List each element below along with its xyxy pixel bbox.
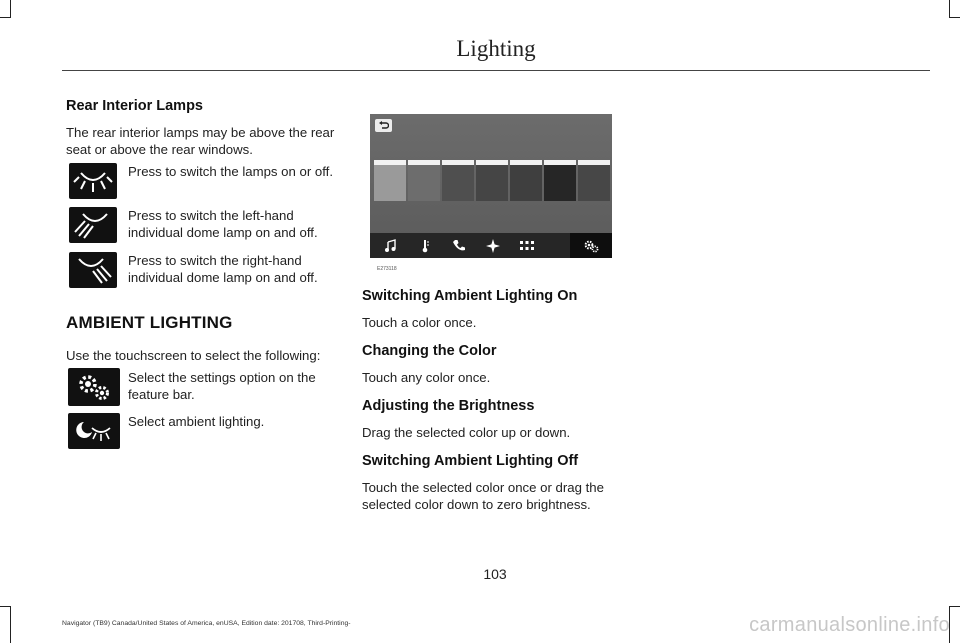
instruction-4-heading: Switching Ambient Lighting Off xyxy=(362,453,579,469)
watermark: carmanualsonline.info xyxy=(749,614,950,636)
color-swatch[interactable] xyxy=(442,160,474,201)
back-arrow-icon xyxy=(375,119,392,132)
page-number: 103 xyxy=(483,566,507,582)
ambient-item-1-text: Select the settings option on the feature bar. xyxy=(128,370,316,402)
music-icon xyxy=(374,233,408,258)
rear-lamps-intro: The rear interior lamps may be above the rear seat or above the rear windows. xyxy=(66,125,335,157)
instruction-3-heading: Adjusting the Brightness xyxy=(362,398,535,414)
settings-gears-icon xyxy=(68,368,120,406)
navigation-icon xyxy=(476,233,510,258)
rear-lamp-item-1-text: Press to switch the lamps on or off. xyxy=(128,164,333,179)
color-swatch[interactable] xyxy=(408,160,440,201)
feature-bar xyxy=(370,233,612,258)
crop-mark-top-right-h xyxy=(949,17,960,18)
left-dome-lamp-icon xyxy=(69,207,117,243)
rear-lamps-heading: Rear Interior Lamps xyxy=(66,98,203,114)
instruction-3-text: Drag the selected color up or down. xyxy=(362,425,571,440)
ambient-lighting-intro: Use the touchscreen to select the following: xyxy=(66,348,321,363)
ambient-lighting-heading: AMBIENT LIGHTING xyxy=(66,313,233,332)
climate-icon xyxy=(408,233,442,258)
instruction-1-text: Touch a color once. xyxy=(362,315,477,330)
instruction-2-text: Touch any color once. xyxy=(362,370,491,385)
instruction-2-heading: Changing the Color xyxy=(362,343,497,359)
instruction-1-heading: Switching Ambient Lighting On xyxy=(362,288,578,304)
apps-icon xyxy=(510,233,544,258)
figure-code: E273118 xyxy=(377,266,397,272)
crop-mark-top-left-v xyxy=(10,0,11,18)
swatch-brightness-cap xyxy=(578,160,610,165)
crop-mark-top-left-h xyxy=(0,17,11,18)
color-swatch[interactable] xyxy=(544,160,576,201)
right-dome-lamp-icon xyxy=(69,252,117,288)
swatch-brightness-cap xyxy=(408,160,440,165)
rear-lamp-item-2-text: Press to switch the left-hand individual dome lamp on and off. xyxy=(128,208,318,240)
crop-mark-top-right-v xyxy=(949,0,950,18)
settings-gears-icon xyxy=(570,233,612,258)
color-swatch[interactable] xyxy=(578,160,610,201)
swatch-brightness-cap xyxy=(476,160,508,165)
footer-edition-text: Navigator (TB9) Canada/United States of America, enUSA, Edition date: 201708, Third-Printing- xyxy=(62,620,351,627)
rear-lamp-item-3-text: Press to switch the right-hand individual dome lamp on and off. xyxy=(128,253,318,285)
ambient-lighting-icon xyxy=(68,413,120,449)
swatch-brightness-cap xyxy=(544,160,576,165)
crop-mark-bottom-left-h xyxy=(0,606,11,607)
swatch-brightness-cap xyxy=(442,160,474,165)
swatch-brightness-cap xyxy=(374,160,406,165)
phone-icon xyxy=(442,233,476,258)
color-swatch[interactable] xyxy=(476,160,508,201)
page-header-title: Lighting xyxy=(456,36,536,61)
swatch-brightness-cap xyxy=(510,160,542,165)
dome-lamp-icon xyxy=(69,163,117,199)
color-swatch[interactable] xyxy=(374,160,406,201)
header-divider xyxy=(62,70,930,71)
ambient-item-2-text: Select ambient lighting. xyxy=(128,414,265,429)
instruction-4-text: Touch the selected color once or drag the selected color down to zero brightness. xyxy=(362,480,604,512)
ambient-lighting-screen-figure xyxy=(370,114,612,258)
color-swatch[interactable] xyxy=(510,160,542,201)
crop-mark-bottom-left-v xyxy=(10,606,11,643)
crop-mark-bottom-right-h xyxy=(949,606,960,607)
